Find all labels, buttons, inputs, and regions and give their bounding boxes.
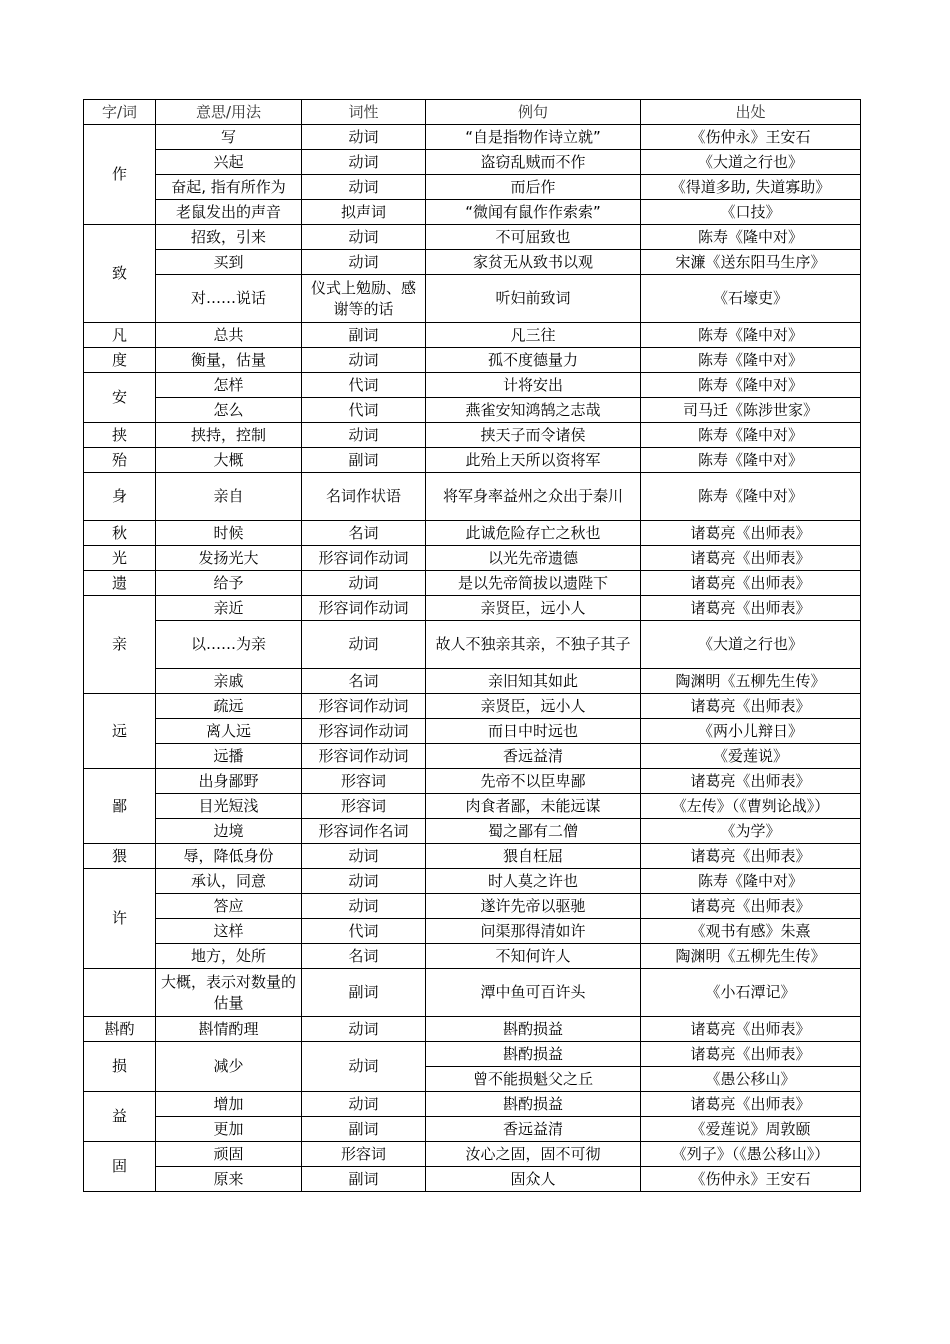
word-cell: 身 xyxy=(84,473,156,521)
source-cell: 陈寿《隆中对》 xyxy=(641,473,861,521)
pos-cell: 动词 xyxy=(302,869,426,894)
meaning-cell: 边境 xyxy=(156,819,302,844)
source-cell: 陈寿《隆中对》 xyxy=(641,348,861,373)
table-row xyxy=(84,571,861,596)
source-cell: 诸葛亮《出师表》 xyxy=(641,571,861,596)
meaning-cell: 顽固 xyxy=(156,1142,302,1167)
meaning-cell: 减少 xyxy=(156,1042,302,1092)
table-row xyxy=(84,275,861,323)
table-row xyxy=(84,200,861,225)
example-cell: 将军身率益州之众出于秦川 xyxy=(426,473,641,521)
source-cell: 《两小儿辩日》 xyxy=(641,719,861,744)
meaning-cell: 挟持，控制 xyxy=(156,423,302,448)
example-cell: “自是指物作诗立就” xyxy=(426,125,641,150)
source-cell: 诸葛亮《出师表》 xyxy=(641,1042,861,1067)
example-cell: 挟天子而令诸侯 xyxy=(426,423,641,448)
example-cell: 此诚危险存亡之秋也 xyxy=(426,521,641,546)
source-cell: 陈寿《隆中对》 xyxy=(641,448,861,473)
source-cell: 《得道多助, 失道寡助》 xyxy=(641,175,861,200)
source-cell: 诸葛亮《出师表》 xyxy=(641,1017,861,1042)
source-cell: 《伤仲永》王安石 xyxy=(641,1167,861,1192)
meaning-cell: 招致，引来 xyxy=(156,225,302,250)
source-cell: 《愚公移山》 xyxy=(641,1067,861,1092)
example-cell: 以光先帝遗德 xyxy=(426,546,641,571)
meaning-cell: 怎样 xyxy=(156,373,302,398)
pos-cell: 动词 xyxy=(302,125,426,150)
word-cell: 遗 xyxy=(84,571,156,596)
word-cell: 固 xyxy=(84,1142,156,1192)
pos-cell: 仪式上勉励、感谢等的话 xyxy=(302,275,426,323)
meaning-cell: 承认，同意 xyxy=(156,869,302,894)
example-cell: 燕雀安知鸿鹄之志哉 xyxy=(426,398,641,423)
pos-cell: 拟声词 xyxy=(302,200,426,225)
pos-cell: 动词 xyxy=(302,1092,426,1117)
vocabulary-table xyxy=(83,99,861,1192)
example-cell: 此殆上天所以资将军 xyxy=(426,448,641,473)
source-cell: 陈寿《隆中对》 xyxy=(641,869,861,894)
table-row xyxy=(84,621,861,669)
pos-cell: 形容词 xyxy=(302,794,426,819)
source-cell: 诸葛亮《出师表》 xyxy=(641,844,861,869)
example-cell: 固众人 xyxy=(426,1167,641,1192)
table-row xyxy=(84,1092,861,1117)
example-cell: 而日中时远也 xyxy=(426,719,641,744)
table-row xyxy=(84,175,861,200)
meaning-cell: 写 xyxy=(156,125,302,150)
table-row xyxy=(84,373,861,398)
example-cell: 斟酌损益 xyxy=(426,1042,641,1067)
word-cell: 凡 xyxy=(84,323,156,348)
pos-cell: 名词作状语 xyxy=(302,473,426,521)
word-cell: 猥 xyxy=(84,844,156,869)
table-row xyxy=(84,596,861,621)
header-example: 例句 xyxy=(426,100,641,125)
example-cell: 是以先帝简拔以遗陛下 xyxy=(426,571,641,596)
header-pos: 词性 xyxy=(302,100,426,125)
table-row xyxy=(84,250,861,275)
source-cell: 陶渊明《五柳先生传》 xyxy=(641,944,861,969)
table-row xyxy=(84,125,861,150)
table-row xyxy=(84,1017,861,1042)
table-row xyxy=(84,1042,861,1067)
table-row xyxy=(84,521,861,546)
meaning-cell: 亲戚 xyxy=(156,669,302,694)
pos-cell: 形容词作动词 xyxy=(302,694,426,719)
table-row xyxy=(84,794,861,819)
meaning-cell: 这样 xyxy=(156,919,302,944)
meaning-cell: 时候 xyxy=(156,521,302,546)
source-cell: 《观书有感》朱熹 xyxy=(641,919,861,944)
meaning-cell: 亲近 xyxy=(156,596,302,621)
example-cell: 斟酌损益 xyxy=(426,1092,641,1117)
word-cell: 益 xyxy=(84,1092,156,1142)
header-word: 字/词 xyxy=(84,100,156,125)
table-row xyxy=(84,448,861,473)
pos-cell: 代词 xyxy=(302,373,426,398)
header-meaning: 意思/用法 xyxy=(156,100,302,125)
source-cell: 诸葛亮《出师表》 xyxy=(641,596,861,621)
source-cell: 《大道之行也》 xyxy=(641,150,861,175)
word-cell: 殆 xyxy=(84,448,156,473)
pos-cell: 动词 xyxy=(302,1017,426,1042)
example-cell: 听妇前致词 xyxy=(426,275,641,323)
example-cell: 问渠那得清如许 xyxy=(426,919,641,944)
meaning-cell: 增加 xyxy=(156,1092,302,1117)
source-cell: 司马迁《陈涉世家》 xyxy=(641,398,861,423)
pos-cell: 动词 xyxy=(302,844,426,869)
pos-cell: 名词 xyxy=(302,669,426,694)
pos-cell: 动词 xyxy=(302,250,426,275)
example-cell: 肉食者鄙，未能远谋 xyxy=(426,794,641,819)
meaning-cell: 大概，表示对数量的估量 xyxy=(156,969,302,1017)
table-row xyxy=(84,894,861,919)
meaning-cell: 出身鄙野 xyxy=(156,769,302,794)
example-cell: 亲贤臣，远小人 xyxy=(426,596,641,621)
pos-cell: 动词 xyxy=(302,150,426,175)
example-cell: 香远益清 xyxy=(426,744,641,769)
table-row xyxy=(84,1167,861,1192)
header-row xyxy=(84,100,861,125)
source-cell: 陈寿《隆中对》 xyxy=(641,373,861,398)
meaning-cell: 怎么 xyxy=(156,398,302,423)
table-row xyxy=(84,1142,861,1167)
example-cell: 曾不能损魁父之丘 xyxy=(426,1067,641,1092)
table-row xyxy=(84,719,861,744)
pos-cell: 副词 xyxy=(302,448,426,473)
word-cell: 斟酌 xyxy=(84,1017,156,1042)
table-row xyxy=(84,1117,861,1142)
meaning-cell: 兴起 xyxy=(156,150,302,175)
source-cell: 宋濂《送东阳马生序》 xyxy=(641,250,861,275)
word-cell: 许 xyxy=(84,869,156,969)
source-cell: 《为学》 xyxy=(641,819,861,844)
source-cell: 诸葛亮《出师表》 xyxy=(641,1092,861,1117)
word-cell: 秋 xyxy=(84,521,156,546)
meaning-cell: 亲自 xyxy=(156,473,302,521)
word-cell: 挟 xyxy=(84,423,156,448)
word-cell: 鄙 xyxy=(84,769,156,844)
example-cell: 潭中鱼可百许头 xyxy=(426,969,641,1017)
word-cell: 亲 xyxy=(84,596,156,694)
table-row xyxy=(84,944,861,969)
table-row xyxy=(84,744,861,769)
word-cell: 度 xyxy=(84,348,156,373)
example-cell: 先帝不以臣卑鄙 xyxy=(426,769,641,794)
table-row xyxy=(84,150,861,175)
example-cell: 计将安出 xyxy=(426,373,641,398)
meaning-cell: 奋起, 指有所作为 xyxy=(156,175,302,200)
word-cell: 损 xyxy=(84,1042,156,1092)
table-row xyxy=(84,844,861,869)
table-row xyxy=(84,546,861,571)
source-cell: 《伤仲永》王安石 xyxy=(641,125,861,150)
example-cell: 盗窃乱贼而不作 xyxy=(426,150,641,175)
meaning-cell: 更加 xyxy=(156,1117,302,1142)
pos-cell: 形容词作动词 xyxy=(302,546,426,571)
example-cell: 遂许先帝以驱驰 xyxy=(426,894,641,919)
meaning-cell: 离人远 xyxy=(156,719,302,744)
example-cell: 香远益清 xyxy=(426,1117,641,1142)
source-cell: 《列子》（《愚公移山》） xyxy=(641,1142,861,1167)
example-cell: 凡三往 xyxy=(426,323,641,348)
source-cell: 诸葛亮《出师表》 xyxy=(641,546,861,571)
example-cell: 不可屈致也 xyxy=(426,225,641,250)
pos-cell: 动词 xyxy=(302,1042,426,1092)
pos-cell: 动词 xyxy=(302,571,426,596)
example-cell: 故人不独亲其亲，不独子其子 xyxy=(426,621,641,669)
source-cell: 《口技》 xyxy=(641,200,861,225)
example-cell: 斟酌损益 xyxy=(426,1017,641,1042)
pos-cell: 形容词 xyxy=(302,769,426,794)
meaning-cell: 斟情酌理 xyxy=(156,1017,302,1042)
pos-cell: 形容词作名词 xyxy=(302,819,426,844)
table-row xyxy=(84,819,861,844)
table-row xyxy=(84,669,861,694)
table-row xyxy=(84,969,861,1017)
table-row xyxy=(84,348,861,373)
table-row xyxy=(84,694,861,719)
example-cell: 汝心之固，固不可彻 xyxy=(426,1142,641,1167)
word-cell: 远 xyxy=(84,694,156,769)
example-cell: “微闻有鼠作作索索” xyxy=(426,200,641,225)
source-cell: 《大道之行也》 xyxy=(641,621,861,669)
source-cell: 诸葛亮《出师表》 xyxy=(641,894,861,919)
meaning-cell: 买到 xyxy=(156,250,302,275)
pos-cell: 形容词作动词 xyxy=(302,596,426,621)
table-row xyxy=(84,769,861,794)
meaning-cell: 辱，降低身份 xyxy=(156,844,302,869)
pos-cell: 副词 xyxy=(302,323,426,348)
source-cell: 陈寿《隆中对》 xyxy=(641,225,861,250)
pos-cell: 动词 xyxy=(302,348,426,373)
example-cell: 而后作 xyxy=(426,175,641,200)
word-cell: 安 xyxy=(84,373,156,423)
source-cell: 诸葛亮《出师表》 xyxy=(641,769,861,794)
pos-cell: 副词 xyxy=(302,1117,426,1142)
example-cell: 时人莫之许也 xyxy=(426,869,641,894)
example-cell: 猥自枉屈 xyxy=(426,844,641,869)
example-cell: 不知何许人 xyxy=(426,944,641,969)
example-cell: 亲贤臣，远小人 xyxy=(426,694,641,719)
meaning-cell: 疏远 xyxy=(156,694,302,719)
pos-cell: 动词 xyxy=(302,175,426,200)
pos-cell: 形容词 xyxy=(302,1142,426,1167)
meaning-cell: 对……说话 xyxy=(156,275,302,323)
pos-cell: 动词 xyxy=(302,423,426,448)
header-source: 出处 xyxy=(641,100,861,125)
source-cell: 《石壕吏》 xyxy=(641,275,861,323)
pos-cell: 副词 xyxy=(302,1167,426,1192)
meaning-cell: 衡量，估量 xyxy=(156,348,302,373)
pos-cell: 形容词作动词 xyxy=(302,719,426,744)
meaning-cell: 以……为亲 xyxy=(156,621,302,669)
table-row xyxy=(84,919,861,944)
meaning-cell: 目光短浅 xyxy=(156,794,302,819)
example-cell: 蜀之鄙有二僧 xyxy=(426,819,641,844)
pos-cell: 名词 xyxy=(302,521,426,546)
word-cell: 光 xyxy=(84,546,156,571)
pos-cell: 动词 xyxy=(302,894,426,919)
meaning-cell: 远播 xyxy=(156,744,302,769)
table-row xyxy=(84,323,861,348)
example-cell: 孤不度德量力 xyxy=(426,348,641,373)
meaning-cell: 地方，处所 xyxy=(156,944,302,969)
example-cell: 家贫无从致书以观 xyxy=(426,250,641,275)
word-cell: 作 xyxy=(84,125,156,225)
source-cell: 《爱莲说》 xyxy=(641,744,861,769)
pos-cell: 形容词作动词 xyxy=(302,744,426,769)
pos-cell: 名词 xyxy=(302,944,426,969)
source-cell: 诸葛亮《出师表》 xyxy=(641,521,861,546)
word-cell: 致 xyxy=(84,225,156,323)
pos-cell: 代词 xyxy=(302,398,426,423)
source-cell: 《爱莲说》周敦颐 xyxy=(641,1117,861,1142)
table-row xyxy=(84,869,861,894)
meaning-cell: 大概 xyxy=(156,448,302,473)
pos-cell: 代词 xyxy=(302,919,426,944)
example-cell: 亲旧知其如此 xyxy=(426,669,641,694)
table-body xyxy=(84,125,861,1192)
table-row xyxy=(84,398,861,423)
source-cell: 陈寿《隆中对》 xyxy=(641,423,861,448)
pos-cell: 副词 xyxy=(302,969,426,1017)
meaning-cell: 总共 xyxy=(156,323,302,348)
table-row xyxy=(84,225,861,250)
table-row xyxy=(84,473,861,521)
source-cell: 诸葛亮《出师表》 xyxy=(641,694,861,719)
table-row xyxy=(84,423,861,448)
meaning-cell: 给予 xyxy=(156,571,302,596)
pos-cell: 动词 xyxy=(302,621,426,669)
source-cell: 陶渊明《五柳先生传》 xyxy=(641,669,861,694)
meaning-cell: 原来 xyxy=(156,1167,302,1192)
meaning-cell: 答应 xyxy=(156,894,302,919)
table-header xyxy=(84,100,861,125)
source-cell: 《小石潭记》 xyxy=(641,969,861,1017)
meaning-cell: 老鼠发出的声音 xyxy=(156,200,302,225)
source-cell: 陈寿《隆中对》 xyxy=(641,323,861,348)
pos-cell: 动词 xyxy=(302,225,426,250)
meaning-cell: 发扬光大 xyxy=(156,546,302,571)
source-cell: 《左传》（《曹刿论战》） xyxy=(641,794,861,819)
word-cell xyxy=(84,969,156,1017)
